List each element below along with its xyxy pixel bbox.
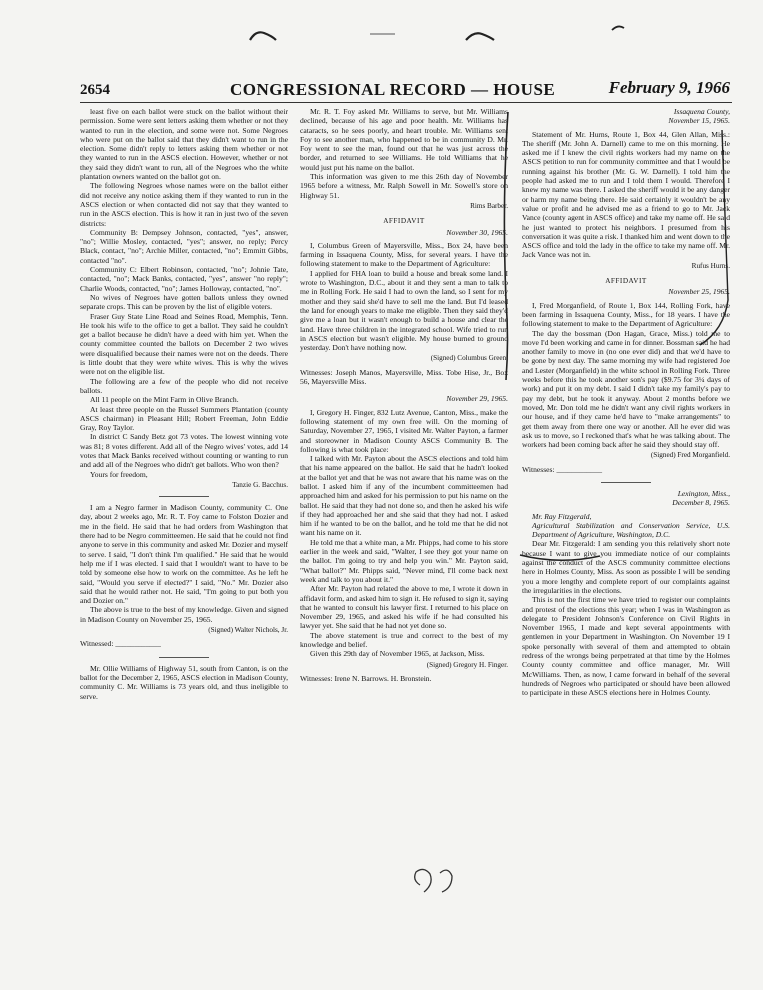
paragraph: Community B: Dempsey Johnson, contacted, "yes", answer, "no"; Willie Mosley, contacted, "yes"; answer, no reply; Percy Black, contact, "no"; Archie Miller, contacted, "no"; Emmitt Gibbs, contacted "no". <box>80 227 288 265</box>
paragraph: least five on each ballot were stuck on the ballot without their permission. Some were sent letters asking them whether or not they wanted to run in the election, and some were not. Some Negroes who were put on the ballot said that they didn't want to run in the election. Some didn't reply to letters asking them whether or not they wanted to run in the ASCS election. However, whether or not they said they didn't want to run, all of the Negroes who the white plantation owners wanted on the ballot got on. <box>80 107 288 182</box>
scan-marks <box>0 0 763 60</box>
witness-line: Witnesses: Irene N. Barrows. H. Bronstein. <box>300 673 432 683</box>
paragraph: No wives of Negroes have gotten ballots unless they owned separate crops. This can be proven by the list of eligible voters. <box>80 292 288 312</box>
page-number: 2654 <box>80 82 110 98</box>
paragraph: The following Negroes whose names were on the ballot either did not receive any notice asking them if they wanted to run in the ASCS election or when contacted did not say that they wanted to run in the ASCS election. This is how it ran in just two of the seven districts: <box>80 181 288 228</box>
paragraph: I am a Negro farmer in Madison County, community C. One day, about 2 weeks ago, Mr. R. T. Foy came to Folston Dozier and me in the field. He said that he had orders from Washington that there had to be Negro committeemen. He said that he could not find anyone to serve in this community and asked Mr. Dozier and myself to serve. I said, "I don't think I'm qualified." He said that he would help me if I was elected. I said that I wouldn't want to have to be told by someone else how to work on the committee. As he left he said, "Would you serve if elected?" I said, "No." Mr. Dozier also said that he would rather not. He said, "I'm going to put both you and Dozier on." <box>80 503 288 606</box>
witness-line: Witnesses: Joseph Manos, Mayersville, Miss. Tobe Hise, Jr., Box 56, Mayersville Miss. <box>300 367 508 387</box>
signature-line: (Signed) Gregory H. Finger. <box>426 660 508 669</box>
dateline: November 29, 1965. <box>446 394 508 404</box>
section-heading: AFFIDAVIT <box>605 277 647 286</box>
dateline: November 25, 1965. <box>668 287 730 297</box>
column-left <box>80 107 288 977</box>
signature-line: Rims Barber. <box>470 201 508 210</box>
publication-title: CONGRESSIONAL RECORD — HOUSE <box>230 80 556 99</box>
binder-mark-far-right <box>612 26 624 30</box>
paragraph: This is not the first time we have tried to register our complaints and protest of the elections this year; when I was in Washington as delegate to President Johnson's Conference on Civil Rights in November 1965, I made and kept several appointments with gentlemen in your Department in Washington. On November 19 I spoke personally with several of them and attempted to obtain redress of the wrongs being perpetrated at that time by the Holmes County county committee and office manager, Mr. Will McWilliams. Then, as now, I came forward in behalf of the several hundreds of Negroes who participated or should have been allowed to participate in these ASCS elections here in Holmes County. <box>522 595 730 698</box>
paragraph: Fraser Guy State Line Road and Seines Road, Memphis, Tenn. He took his wife to the office to get a ballot. They said he couldn't get a ballot because he didn't have a deed with him yet. When the county committee counted the ballots on December 2 two wives were disqualified because their names were not on the deeds. There is little doubt that they were white wives. This is why the wives were not on the eligible list. <box>80 311 288 377</box>
signature-line: Tanzie G. Bacchus. <box>232 480 288 489</box>
header-rule <box>80 102 732 103</box>
separator-rule <box>601 482 651 483</box>
placeline: Issaquena County, <box>673 107 730 116</box>
paragraph: The above is true to the best of my knowledge. Given and signed in Madison County on November 25, 1965. <box>80 605 288 624</box>
running-header <box>80 78 730 100</box>
paragraph: The above statement is true and correct to the best of my knowledge and belief. <box>300 630 508 650</box>
column-middle <box>300 107 508 977</box>
paragraph: I, Columbus Green of Mayersville, Miss., Box 24, have been farming in Issaquena County, Miss, for several years. I have the following statement to make to the Department of Agriculture: <box>300 240 508 269</box>
placeline: Lexington, Miss., <box>677 488 730 498</box>
paragraph: I, Gregory H. Finger, 832 Lutz Avenue, Canton, Miss., make the following statement of my own free will. On the morning of Saturday, November 27, 1965, I visited Mr. Walter Payton, a farmer and storeowner in Madison County ASCS Community B. The following is what took place: <box>300 407 508 454</box>
paragraph: The day the bossman (Don Hagan, Grace, Miss.) told me to move I'd been working and came in for dinner. Bossman said he had another family to move in (no one ever did) and that we'd have to be gone by next day. The same morning my wife had registered Joe and Lester (Morganfield) in the white school in Rolling Fork. Three weeks before this he took another son's pay ($9.75 for 3¼ days of work) and put it on my debt. I said I didn't take my family's pay to pay my debt, but he took it anyway. About 2 months before we moved, Mr. Don told me he didn't want any civil rights workers in our house, and if they came he'd have to "make arrangements" to get them away from there one way or another. All he ever did was ask us to move, so I reckoned that's what he was talking about. The workers had been coming back after he said they should stay off. <box>522 328 730 450</box>
signature-line: Rufus Hurns. <box>691 261 730 270</box>
address-line: Mr. Ray Fitzgerald, <box>532 511 592 521</box>
paragraph: I talked with Mr. Payton about the ASCS elections and told him that his name appeared on the ballot. He said that he hadn't looked at the ballot yet and that he was not aware that his name was on the ballot. I asked him if any of the incumbent committeemen had approached him and asked for his permission to put his name on the ballot. He said that they had not done so, and then he asked his wife if they had approached her and she said that they had not. I asked him if he wanted to be on the ballot, and he told me that he did not want his name on it. <box>300 454 508 538</box>
paragraph: At least three people on the Russel Summers Plantation (county ASCS chairman) in Pleasant Hill; Robert Freeman, John Eddie Gray, Roy Taylor. <box>80 404 288 433</box>
witness-line: Witnessed: ____________ <box>80 639 161 649</box>
paragraph: Yours for freedom, <box>90 469 148 479</box>
paragraph: Community C: Elbert Robinson, contacted, "no"; Johnie Tate, contacted, "no"; Mack Banks, contacted, "yes", answer "no reply"; Charlie Woods, contacted, "no"; James Holloway, contacted, "no". <box>80 265 288 293</box>
issue-date: February 9, 1966 <box>608 78 730 97</box>
paragraph: I, Fred Morganfield, of Route 1, Box 144, Rolling Fork, have been farming in Issaquena County, Miss., for 18 years. I have the following statement to make to the Department of Agriculture: <box>522 300 730 329</box>
paragraph: He told me that a white man, a Mr. Phipps, had come to his store earlier in the week and said, "Walter, I see they got your name on the ballot. I'm going to try and help you win." Mr. Payton said, "What ballot?" Mr. Phipps said, "Never mind, I'll come back next week and talk to you about it." <box>300 537 508 584</box>
dateline: November 15, 1965. <box>668 116 730 126</box>
separator-rule <box>159 657 209 658</box>
paragraph: I applied for FHA loan to build a house and break some land. I wrote to Washington, D.C., about it and they sent a man to talk to me in Rolling Fork. He said I had to own the land, so I sent for my mother and they said she'd have to sell me the land. But I'd leased the land for enough years to make me eligible. Then they said they'd give me a loan but it wasn't enough to build a house and clear the land. Have three children in the integrated school. Wife tried to run in ASCS election but wasn't eligible. My house burned to ground yesterday. Don't have nothing now. <box>300 268 508 353</box>
signature-line: (Signed) Walter Nichols, Jr. <box>208 626 288 635</box>
separator-rule <box>159 496 209 497</box>
dateline: December 8, 1965. <box>672 498 730 508</box>
paragraph: The following are a few of the people who did not receive ballots. <box>80 376 288 395</box>
column-right <box>522 107 730 977</box>
paragraph: This information was given to me this 26th day of November 1965 before a witness, Mr. Ralph Sowell in Mr. Sowell's store on Highway 51. <box>300 172 508 200</box>
paragraph: After Mr. Payton had related the above to me, I wrote it down in affidavit form, and asked him to sign it. He refused to sign it, saying that he wanted to consult his lawyer first. I returned to his place on November 29, 1965, and asked his wife if he had consulted his lawyer yet. She said that he had not yet done so. <box>300 584 508 631</box>
address-line: Agricultural Stabilization and Conservation Service, U.S. Department of Agriculture, Washington, D.C. <box>532 520 730 540</box>
paragraph: Mr. Ollie Williams of Highway 51, south from Canton, is on the ballot for the December 2, 1965, ASCS election in Madison County, community C. Mr. Williams is 73 years old, and thus ineligible to serve. <box>80 663 288 701</box>
section-heading: AFFIDAVIT <box>383 217 425 226</box>
paragraph: Mr. R. T. Foy asked Mr. Williams to serve, but Mr. Williams declined, because of his age and poor health. Mr. Williams has cataracts, so he sees poorly, and heart trouble. Mr. Williams sent Foy to see another man, who happened to be in community D. Mr. Foy went to see the man, found out that he was just across the border, and returned to see Williams. He told Williams that he would just put his name on the ballot. <box>300 107 508 172</box>
binder-mark-right <box>466 33 494 40</box>
paragraph: Statement of Mr. Hurns, Route 1, Box 44, Glen Allan, Miss.: The sheriff (Mr. John A. Darnell) came to me on this morning. He asked me if I knew the civil rights workers had my name on the ASCS petition to run for community committee and that I would be running against his brother (Mr. G. W. Darnell). I told him the people had asked me to run and I told them I would. Therefore I knew my name was there. I asked the sheriff would it be any danger or harm my name being there. He said certainly it wouldn't be any value or profit and he advised me as a friend to go to Mr. Jack Vance (county agent in ASCS office) and take my name off. He said he just wanted to protect his neighbors. I presumed from his conversation it was quite a risk. I thanked him and went down to the ASCS office and told the lady in the office to take my name off. Mr. Jack Vance was not in. <box>522 129 730 260</box>
witness-line: Witnesses: ____________ <box>522 464 603 474</box>
dateline: November 30, 1965. <box>446 227 508 237</box>
paragraph: Dear Mr. Fitzgerald: I am sending you this relatively short note because I want to give you immediate notice of our complaints against the conduct of the ASCS community committee elections here in Holmes County, Miss. As soon as possible I will be sending you a more lengthy and complete report of our complaints against the irregularities in the elections. <box>522 539 730 595</box>
paragraph: Given this 29th day of November 1965, at Jackson, Miss. <box>310 649 485 659</box>
paragraph: In district C Sandy Betz got 73 votes. The lowest winning vote was 81; 8 votes different. Add all of the Negro wives' votes, add 14 votes that Mack Banks received without counting or wanting to run and add all of the Negroes who didn't get ballots. Who won then? <box>80 432 288 470</box>
binder-mark-left <box>250 32 276 40</box>
signature-line: (Signed) Fred Morganfield. <box>650 451 730 460</box>
signature-line: (Signed) Columbus Green. <box>430 354 508 363</box>
paragraph: All 11 people on the Mint Farm in Olive Branch. <box>90 395 239 405</box>
